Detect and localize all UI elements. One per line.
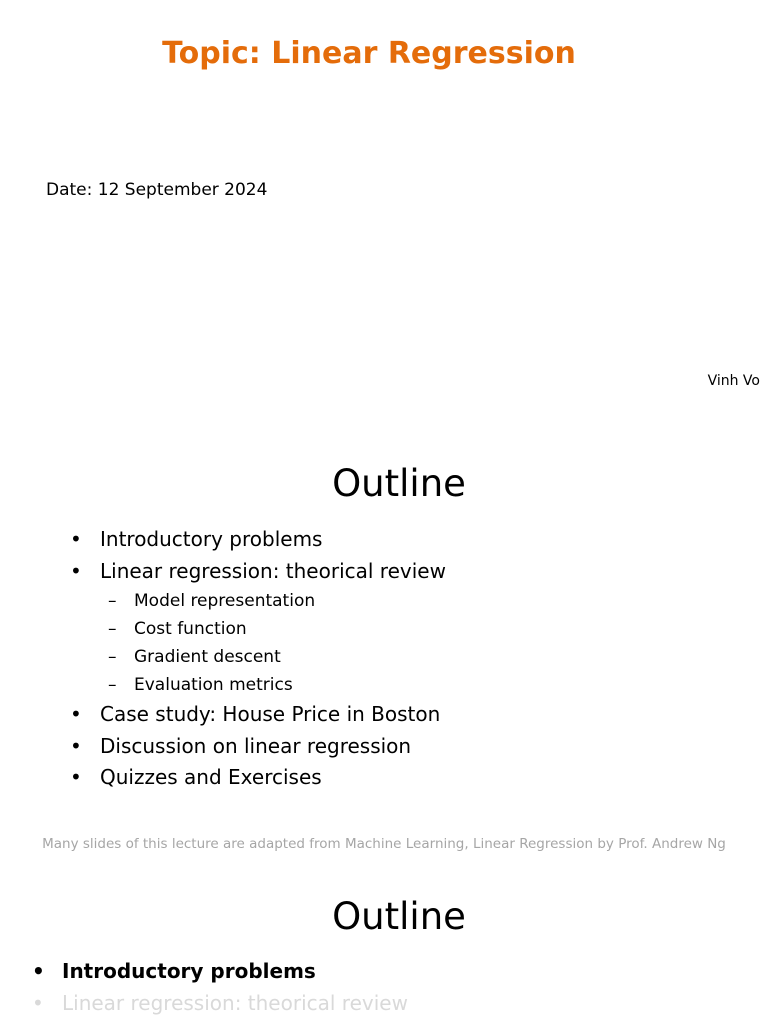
outline-item: • Quizzes and Exercises [70,762,446,794]
outline-subitem: – Evaluation metrics [70,671,446,699]
outline-slide [0,462,768,862]
outline-item-current: • Introductory problems [32,955,408,987]
outline-title: Outline [332,895,466,938]
author-name: Vinh Vo [707,373,760,389]
attribution-footnote: Many slides of this lecture are adapted from Machine Learning, Linear Regression by Prof. Andrew Ng [42,836,726,852]
date-line: Date: 12 September 2024 [46,180,268,200]
outline-title: Outline [332,462,466,505]
outline-list [32,955,408,1019]
outline-subitem: – Model representation [70,587,446,615]
title-slide [0,0,768,420]
topic-title: Topic: Linear Regression [162,36,576,71]
outline-item: • Introductory problems [70,524,446,556]
outline-item: • Linear regression: theorical review [70,556,446,588]
outline-slide-partial [0,895,768,1024]
outline-item: • Discussion on linear regression [70,731,446,763]
outline-subitem: – Cost function [70,615,446,643]
outline-subitem: – Gradient descent [70,643,446,671]
outline-item-dimmed: • Linear regression: theorical review [32,987,408,1019]
outline-item: • Case study: House Price in Boston [70,699,446,731]
outline-list [70,524,446,794]
